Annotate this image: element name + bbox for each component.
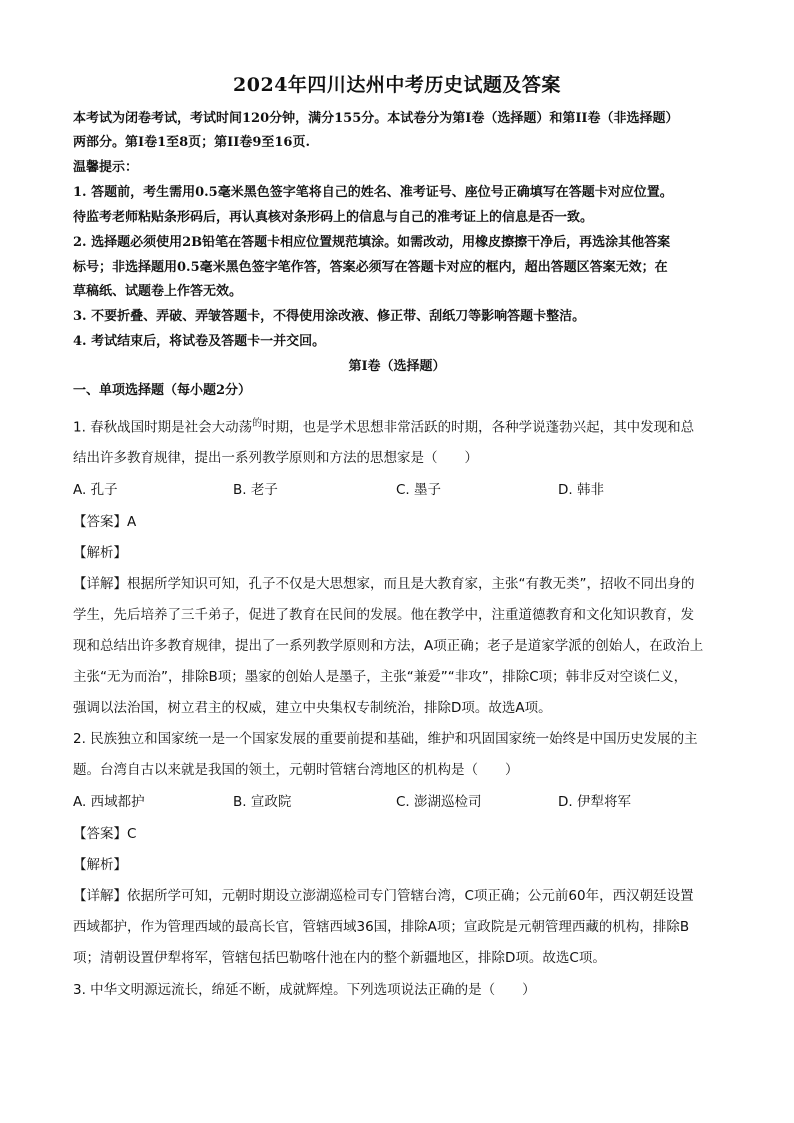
q2-detail-line: 项；清朝设置伊犁将军，管辖包括巴勒喀什池在内的整个新疆地区，排除D项。故选C项。: [73, 950, 606, 966]
tip-line: 草稿纸、试题卷上作答无效。: [73, 284, 243, 299]
tips-heading: 温馨提示：: [73, 160, 139, 175]
q2-option-c: C. 澎湖巡检司: [396, 794, 482, 810]
part-title: 一、单项选择题（每小题2分）: [73, 383, 252, 398]
q1-detail-line: 学生，先后培养了三千弟子，促进了教育在民间的发展。他在教学中，注重道德教育和文化知识教育，发: [73, 607, 694, 623]
q1-option-b: B. 老子: [233, 482, 278, 498]
q1-detail-line: 强调以法治国，树立君主的权威，建立中央集权专制统治，排除D项。故选A项。: [73, 700, 552, 716]
intro-line-2: 两部分。第I卷1至8页；第II卷9至16页.: [73, 135, 310, 150]
q2-detail-line: 【详解】依据所学可知，元朝时期设立澎湖巡检司专门管辖台湾，C项正确；公元前60年，西汉朝廷设置: [73, 888, 694, 904]
q1-detail-line: 【详解】根据所学知识可知，孔子不仅是大思想家，而且是大教育家，主张“有教无类”，招收不同出身的: [73, 576, 695, 592]
q2-option-b: B. 宣政院: [233, 794, 292, 810]
q1-option-c: C. 墨子: [396, 482, 442, 498]
q1-option-d: D. 韩非: [558, 482, 604, 498]
section-title: 第I卷（选择题）: [348, 359, 446, 374]
q1-detail-line: 现和总结出许多教育规律，提出了一系列教学原则和方法，A项正确；老子是道家学派的创始人，在政治上: [73, 638, 704, 654]
q1-stem-part: 时期，也是学术思想非常活跃的时期，各种学说蓬勃兴起，其中发现和总: [262, 419, 695, 436]
q1-stem-line-2: 结出许多教育规律，提出一系列教学原则和方法的思想家是（ ）: [73, 450, 478, 466]
q1-detail-line: 主张“无为而治”，排除B项；墨家的创始人是墨子，主张“兼爱”“非攻”，排除C项；韩非反对空谈仁义，: [73, 669, 688, 685]
tip-line: 3. 不要折叠、弄破、弄皱答题卡，不得使用涂改液、修正带、刮纸刀等影响答题卡整洁。: [73, 309, 586, 324]
q1-stem-part: 1. 春秋战国时期是社会大动荡: [73, 419, 253, 436]
q3-stem-line-1: 3. 中华文明源远流长，绵延不断，成就辉煌。下列选项说法正确的是（ ）: [73, 982, 536, 998]
tip-line: 1. 答题前，考生需用0.5毫米黑色签字笔将自己的姓名、准考证号、座位号正确填写在答题卡对应位置。: [73, 185, 673, 200]
q1-analysis-label: 【解析】: [73, 545, 127, 561]
q2-option-a: A. 西域都护: [73, 794, 145, 810]
page-title: 2024年四川达州中考历史试题及答案: [233, 74, 561, 96]
q2-stem-line-2: 题。台湾自古以来就是我国的领土，元朝时管辖台湾地区的机构是（ ）: [73, 762, 519, 778]
q2-detail-line: 西域都护，作为管理西域的最高长官，管辖西域36国，排除A项；宣政院是元朝管理西藏的机构，排除B: [73, 919, 690, 935]
q2-stem-line-1: 2. 民族独立和国家统一是一个国家发展的重要前提和基础，维护和巩固国家统一始终是中国历史发展的主: [73, 731, 698, 747]
tip-line: 标号；非选择题用0.5毫米黑色签字笔作答，答案必须写在答题卡对应的框内，超出答题区答案无效；在: [73, 260, 668, 275]
intro-line-1: 本考试为闭卷考试，考试时间120分钟，满分155分。本试卷分为第I卷（选择题）和第II卷（非选择题）: [73, 111, 679, 126]
tip-line: 2. 选择题必须使用2B铅笔在答题卡相应位置规范填涂。如需改动，用橡皮擦擦干净后，再选涂其他答案: [73, 235, 671, 250]
q2-answer: 【答案】C: [73, 826, 137, 842]
q2-option-d: D. 伊犁将军: [558, 794, 631, 810]
q1-option-a: A. 孔子: [73, 482, 118, 498]
q1-stem-line-1: [73, 414, 723, 436]
tip-line: 待监考老师粘贴条形码后，再认真核对条形码上的信息与自己的准考证上的信息是否一致。: [73, 210, 594, 225]
q2-analysis-label: 【解析】: [73, 857, 127, 873]
tip-line: 4. 考试结束后，将试卷及答题卡一并交回。: [73, 334, 326, 349]
q1-answer: 【答案】A: [73, 514, 137, 530]
q1-stem-sup: 的: [252, 418, 263, 429]
